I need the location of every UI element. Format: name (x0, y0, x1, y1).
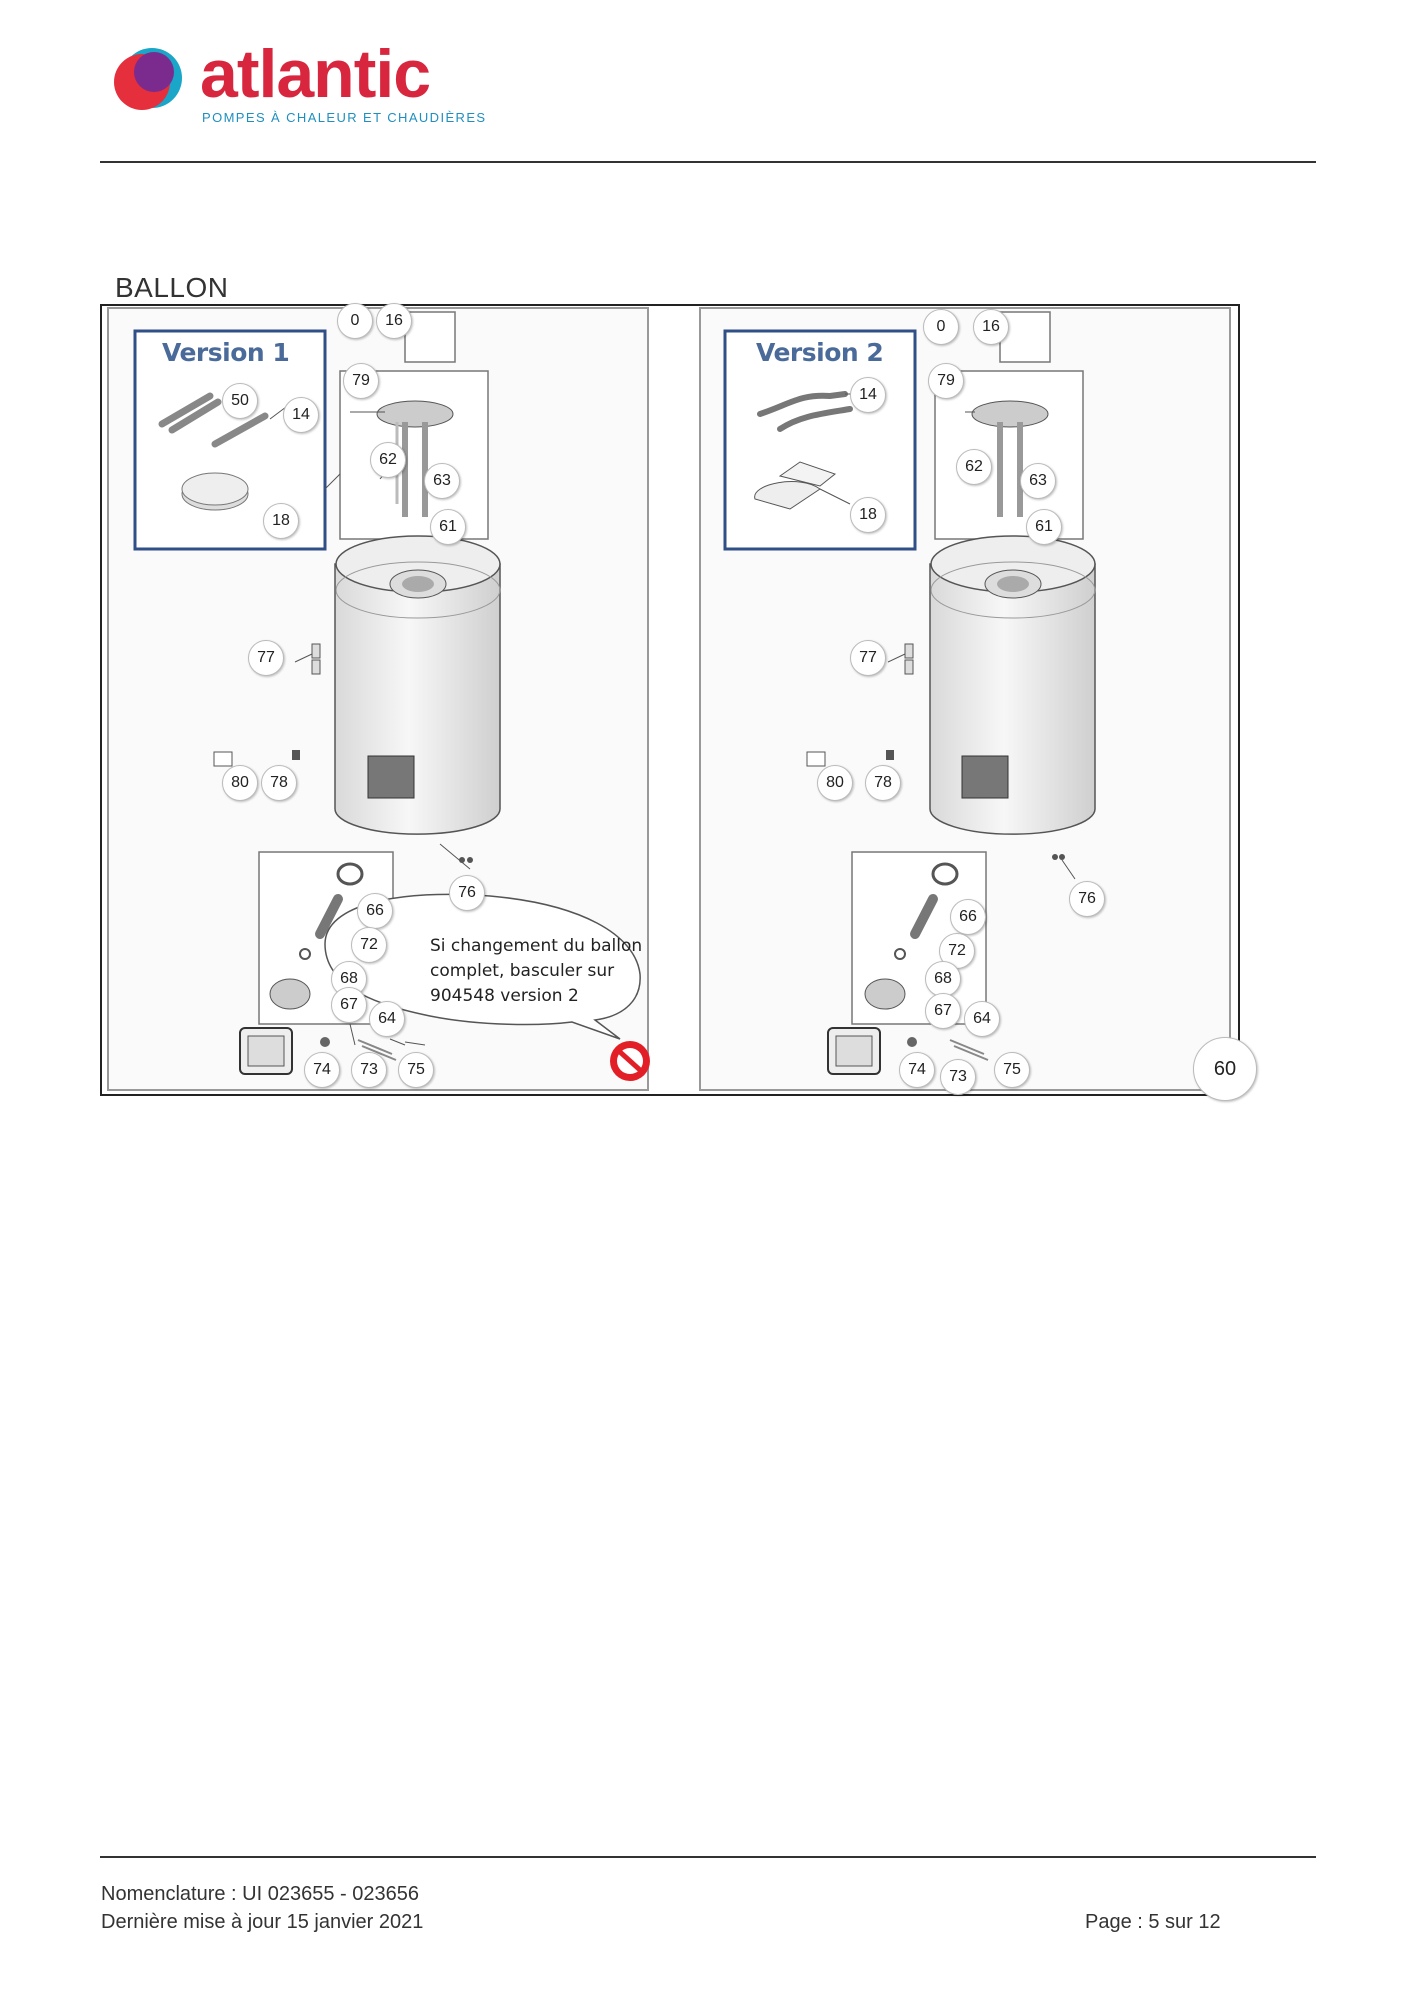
part-label: 16 (973, 309, 1009, 345)
part-label: 76 (449, 875, 485, 911)
part-label: 78 (261, 765, 297, 801)
part-label: 64 (964, 1001, 1000, 1037)
section-title: BALLON (115, 272, 229, 303)
exploded-diagram (100, 304, 1260, 1104)
part-label: 0 (337, 303, 373, 339)
part-label: 79 (928, 363, 964, 399)
logo-wordmark: atlantic (200, 36, 431, 112)
header-rule (100, 161, 1316, 163)
part-label: 16 (376, 303, 412, 339)
part-label: 72 (939, 933, 975, 969)
version-1-title: Version 1 (162, 338, 290, 367)
part-label: 61 (1026, 509, 1062, 545)
part-label: 73 (940, 1059, 976, 1095)
part-label: 74 (304, 1052, 340, 1088)
part-label: 67 (331, 987, 367, 1023)
part-label: 14 (850, 377, 886, 413)
part-label: 61 (430, 509, 466, 545)
logo-mark-icon (110, 38, 190, 118)
part-label: 50 (222, 383, 258, 419)
part-label: 68 (331, 961, 367, 997)
part-label: 73 (351, 1052, 387, 1088)
part-label: 18 (850, 497, 886, 533)
part-label: 80 (222, 765, 258, 801)
part-label: 14 (283, 397, 319, 433)
footer-page-number: Page : 5 sur 12 (1085, 1911, 1221, 1933)
part-label: 76 (1069, 881, 1105, 917)
part-label: 62 (956, 449, 992, 485)
part-label: 66 (357, 893, 393, 929)
page-reference-badge: 60 (1193, 1037, 1257, 1101)
version-2-title: Version 2 (756, 338, 884, 367)
part-label: 72 (351, 927, 387, 963)
part-label: 64 (369, 1001, 405, 1037)
part-label: 75 (398, 1052, 434, 1088)
diagram-drawing (100, 304, 1260, 1104)
part-label: 63 (424, 463, 460, 499)
atlantic-logo (110, 38, 490, 138)
part-label: 78 (865, 765, 901, 801)
part-label: 18 (263, 503, 299, 539)
part-label: 68 (925, 961, 961, 997)
part-label: 62 (370, 442, 406, 478)
logo-tagline: POMPES À CHALEUR ET CHAUDIÈRES (202, 110, 487, 125)
footer-nomenclature: Nomenclature : UI 023655 - 023656 (101, 1883, 419, 1905)
speech-bubble-note: Si changement du ballon complet, basculer sur 904548 version 2 (430, 936, 643, 1006)
part-label: 63 (1020, 463, 1056, 499)
part-label: 75 (994, 1052, 1030, 1088)
part-label: 74 (899, 1052, 935, 1088)
part-label: 77 (248, 640, 284, 676)
part-label: 77 (850, 640, 886, 676)
part-label: 66 (950, 899, 986, 935)
footer-last-update: Dernière mise à jour 15 janvier 2021 (101, 1911, 424, 1933)
part-label: 79 (343, 363, 379, 399)
footer-rule (100, 1856, 1316, 1858)
part-label: 80 (817, 765, 853, 801)
part-label: 0 (923, 309, 959, 345)
part-label: 67 (925, 993, 961, 1029)
